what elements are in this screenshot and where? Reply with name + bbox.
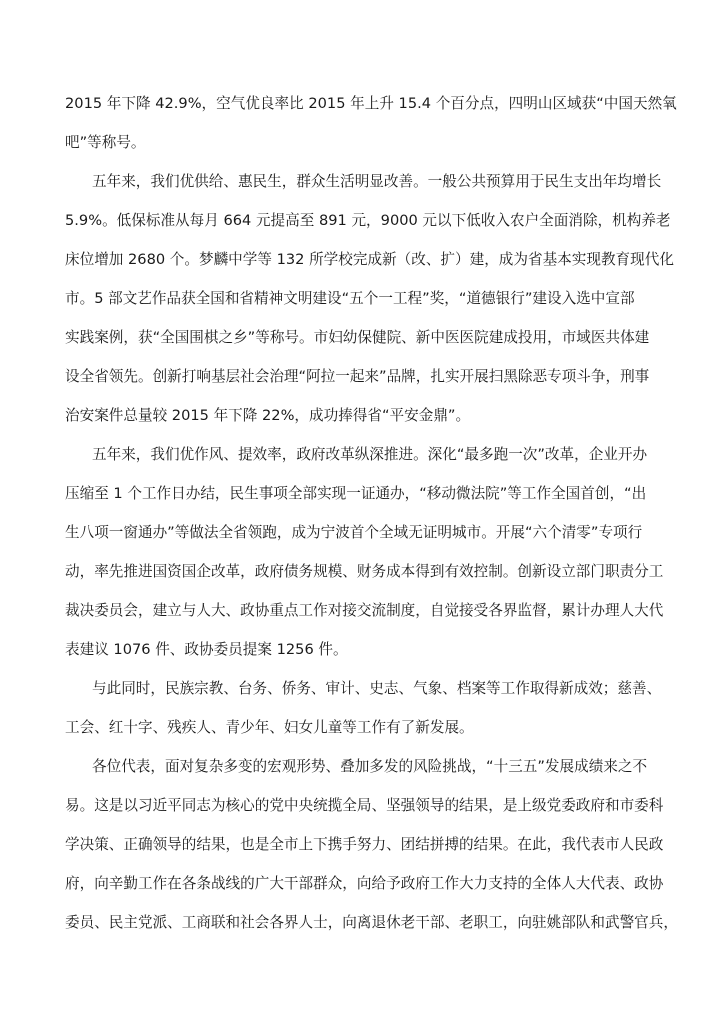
paragraph-first-line: 与此同时，民族宗教、台务、侨务、审计、史志、气象、档案等工作取得新成效；慈善、 [92,680,662,697]
text-line: 裁决委员会，建立与人大、政协重点工作对接交流制度，自觉接受各界监督，累计办理人大代 [65,602,664,619]
text-line: 工会、红十字、残疾人、青少年、妇女儿童等工作有了新发展。 [65,719,474,736]
text-line: 动，率先推进国资国企改革，政府债务规模、财务成本得到有效控制。创新设立部门职责分工 [65,563,664,580]
text-line: 治安案件总量较 2015 年下降 22%，成功捧得省“平安金鼎”。 [65,407,471,424]
paragraph-first-line: 五年来，我们优供给、惠民生，群众生活明显改善。一般公共预算用于民生支出年均增长 [92,173,662,190]
text-line: 委员、民主党派、工商联和社会各界人士，向离退休老干部、老职工，向驻姚部队和武警官兵， [65,914,678,931]
text-line: 府，向辛勤工作在各条战线的广大干部群众，向给予政府工作大力支持的全体人大代表、政协 [65,875,664,892]
text-line: 实践案例，获“全国围棋之乡”等称号。市妇幼保健院、新中医医院建成投用，市域医共体建 [65,329,650,346]
text-line: 压缩至 1 个工作日办结，民生事项全部实现一证通办，“移动微法院”等工作全国首创，“出 [65,485,647,502]
text-line: 易。这是以习近平同志为核心的党中央统揽全局、坚强领导的结果，是上级党委政府和市委科 [65,797,664,814]
text-line: 床位增加 2680 个。梦麟中学等 132 所学校完成新（改、扩）建，成为省基本实现教育现代化 [65,251,674,268]
text-line: 学决策、正确领导的结果，也是全市上下携手努力、团结拼搏的结果。在此，我代表市人民政 [65,836,664,853]
text-line: 5.9%。低保标准从每月 664 元提高至 891 元，9000 元以下低收入农户全面消除，机构养老 [65,212,671,229]
text-line: 生八项一窗通办”等做法全省领跑，成为宁波首个全域无证明城市。开展“六个清零”专项行 [65,524,643,541]
paragraph-first-line: 各位代表，面对复杂多变的宏观形势、叠加多发的风险挑战，“十三五”发展成绩来之不 [92,758,648,775]
text-line: 2015 年下降 42.9%，空气优良率比 2015 年上升 15.4 个百分点，四明山区域获“中国天然氧 [65,95,677,112]
text-line: 设全省领先。创新打响基层社会治理“阿拉一起来”品牌，扎实开展扫黑除恶专项斗争，刑事 [65,368,650,385]
text-line: 表建议 1076 件、政协委员提案 1256 件。 [65,641,348,658]
paragraph-first-line: 五年来，我们优作风、提效率，政府改革纵深推进。深化“最多跑一次”改革，企业开办 [92,446,648,463]
text-line: 吧”等称号。 [65,134,146,151]
text-line: 市。5 部文艺作品获全国和省精神文明建设“五个一工程”奖，“道德银行”建设入选中宣部 [65,290,635,307]
